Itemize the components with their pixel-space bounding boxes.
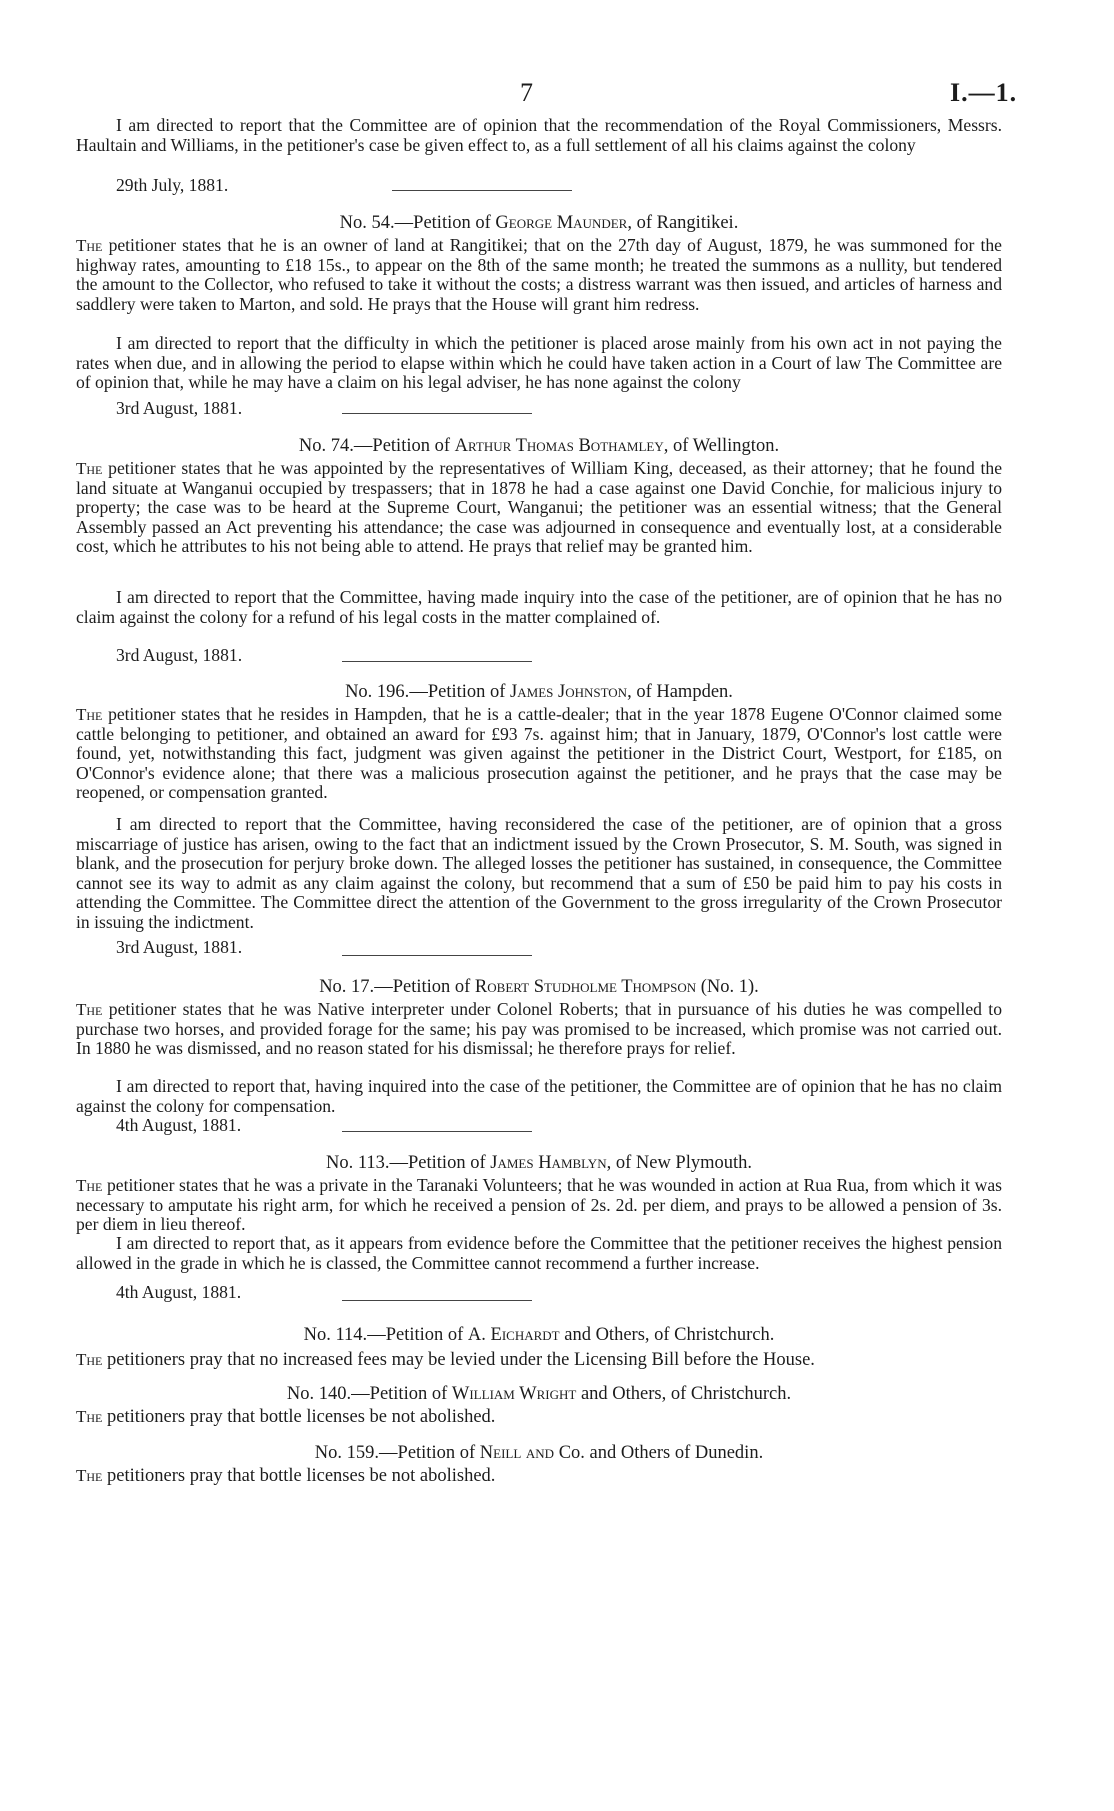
committee-report: I am directed to report that, having inquired into the case of the petitioner, the Committee are of opinion that he has no claim against the colony for compensation. bbox=[76, 1076, 1002, 1116]
petition-heading: No. 196.—Petition of James Johnston, of Hampden. bbox=[345, 682, 733, 702]
separator-rule bbox=[392, 190, 572, 191]
committee-report: I am directed to report that the Committee, having made inquiry into the case of the petitioner, are of opinion that he has no claim against the colony for a refund of his legal costs in the matter complained of. bbox=[76, 587, 1002, 627]
petition-heading: No. 17.—Petition of Robert Studholme Thompson (No. 1). bbox=[319, 977, 759, 997]
petition-heading: No. 159.—Petition of Neill and Co. and Others of Dunedin. bbox=[314, 1443, 764, 1463]
report-date: 4th August, 1881. bbox=[116, 1282, 242, 1302]
report-date: 3rd August, 1881. bbox=[116, 937, 243, 957]
intro-report: I am directed to report that the Committee are of opinion that the recommendation of the Royal Commissioners, Messrs. Haultain and Williams, in the petitioner's case be given effect to, as a full settlement of all his claims against the colony bbox=[76, 115, 1002, 155]
petition-statement: The petitioners pray that bottle licenses be not abolished. bbox=[76, 1407, 496, 1427]
petition-heading: No. 114.—Petition of A. Eichardt and Others, of Christchurch. bbox=[303, 1325, 775, 1345]
petition-statement: The petitioner states that he was appointed by the representatives of William King, deceased, as their attorney; that he found the land situate at Wanganui occupied by trespassers; that in 1878 he had a case against one David Conchie, for malicious injury to property; the case was to be heard at the Supreme Court, Wanganui; the petitioner was an essential witness; that the General Assembly passed an Act preventing his attendance; the case was adjourned in consequence and eventually lost, at a considerable cost, which he attributes to his not being able to attend. He prays that relief may be granted him. bbox=[76, 458, 1002, 557]
separator-rule bbox=[342, 955, 532, 956]
petition-heading: No. 140.—Petition of William Wright and Others, of Christchurch. bbox=[286, 1384, 792, 1404]
petition-heading: No. 113.—Petition of James Hamblyn, of New Plymouth. bbox=[325, 1153, 753, 1173]
committee-report: I am directed to report that, as it appears from evidence before the Committee that the petitioner receives the highest pension allowed in the grade in which he is classed, the Committee cannot recommend a further increase. bbox=[76, 1233, 1002, 1273]
petition-statement: The petitioner states that he resides in Hampden, that he is a cattle-dealer; that in the year 1878 Eugene O'Connor claimed some cattle belonging to petitioner, and obtained an award for £93 7s. against him; that in January, 1879, O'Connor's lost cattle were found, yet, notwithstanding this fact, judgment was given against the petitioner in the District Court, Westport, for £185, on O'Connor's evidence alone; that there was a malicious prosecution against the petitioner, and he prays that the case may be reopened, or compensation granted. bbox=[76, 704, 1002, 803]
petition-statement: The petitioner states that he was a private in the Taranaki Volunteers; that he was wounded in action at Rua Rua, from which it was necessary to amputate his right arm, for which he received a pension of 2s. 2d. per diem, and prays to be allowed a pension of 3s. per diem in lieu thereof. bbox=[76, 1175, 1002, 1235]
petition-statement: The petitioners pray that no increased fees may be levied under the Licensing Bill before the House. bbox=[76, 1350, 815, 1370]
separator-rule bbox=[342, 1300, 532, 1301]
report-date: 3rd August, 1881. bbox=[116, 398, 243, 418]
page-number: 7 bbox=[520, 78, 533, 107]
petition-statement: The petitioners pray that bottle licenses be not abolished. bbox=[76, 1466, 496, 1486]
petition-statement: The petitioner states that he is an owner of land at Rangitikei; that on the 27th day of August, 1879, he was summoned for the highway rates, amounting to £18 15s., to appear on the 8th of the same month; he treated the summons as a nullity, but tendered the amount to the Collector, who refused to take it without the costs; a distress warrant was then issued, and articles of harness and saddlery were taken to Marton, and sold. He prays that the House will grant him redress. bbox=[76, 235, 1002, 314]
report-date: 3rd August, 1881. bbox=[116, 645, 243, 665]
intro-date: 29th July, 1881. bbox=[116, 175, 229, 195]
separator-rule bbox=[342, 413, 532, 414]
petition-statement: The petitioner states that he was Native interpreter under Colonel Roberts; that in pursuance of his duties he was compelled to purchase two horses, and provided forage for the same; his pay was promised to be increased, which promise was not carried out. In 1880 he was dismissed, and no reason stated for his dismissal; he therefore prays for relief. bbox=[76, 999, 1002, 1059]
separator-rule bbox=[342, 1131, 532, 1132]
document-reference: I.—1. bbox=[950, 78, 1018, 107]
petition-heading: No. 54.—Petition of George Maunder, of Rangitikei. bbox=[339, 213, 739, 233]
petition-heading: No. 74.—Petition of Arthur Thomas Bothamley, of Wellington. bbox=[298, 436, 780, 456]
committee-report: I am directed to report that the difficulty in which the petitioner is placed arose mainly from his own act in not paying the rates when due, and in allowing the period to elapse within which he could have taken action in a Court of law The Committee are of opinion that, while he may have a claim on his legal adviser, he has none against the colony bbox=[76, 333, 1002, 393]
separator-rule bbox=[342, 661, 532, 662]
report-date: 4th August, 1881. bbox=[116, 1115, 242, 1135]
committee-report: I am directed to report that the Committee, having reconsidered the case of the petitioner, are of opinion that a gross miscarriage of justice has arisen, owing to the fact that an indictment issued by the Crown Prosecutor, S. M. South, was signed in blank, and the prosecution for perjury broke down. The alleged losses the petitioner has sustained, in consequence, the Committee cannot see its way to admit as any claim against the colony, but recommend that a sum of £50 be paid him to pay his costs in attending the Committee. The Committee direct the attention of the Government to the gross irregularity of the Crown Prosecutor in issuing the indictment. bbox=[76, 814, 1002, 932]
